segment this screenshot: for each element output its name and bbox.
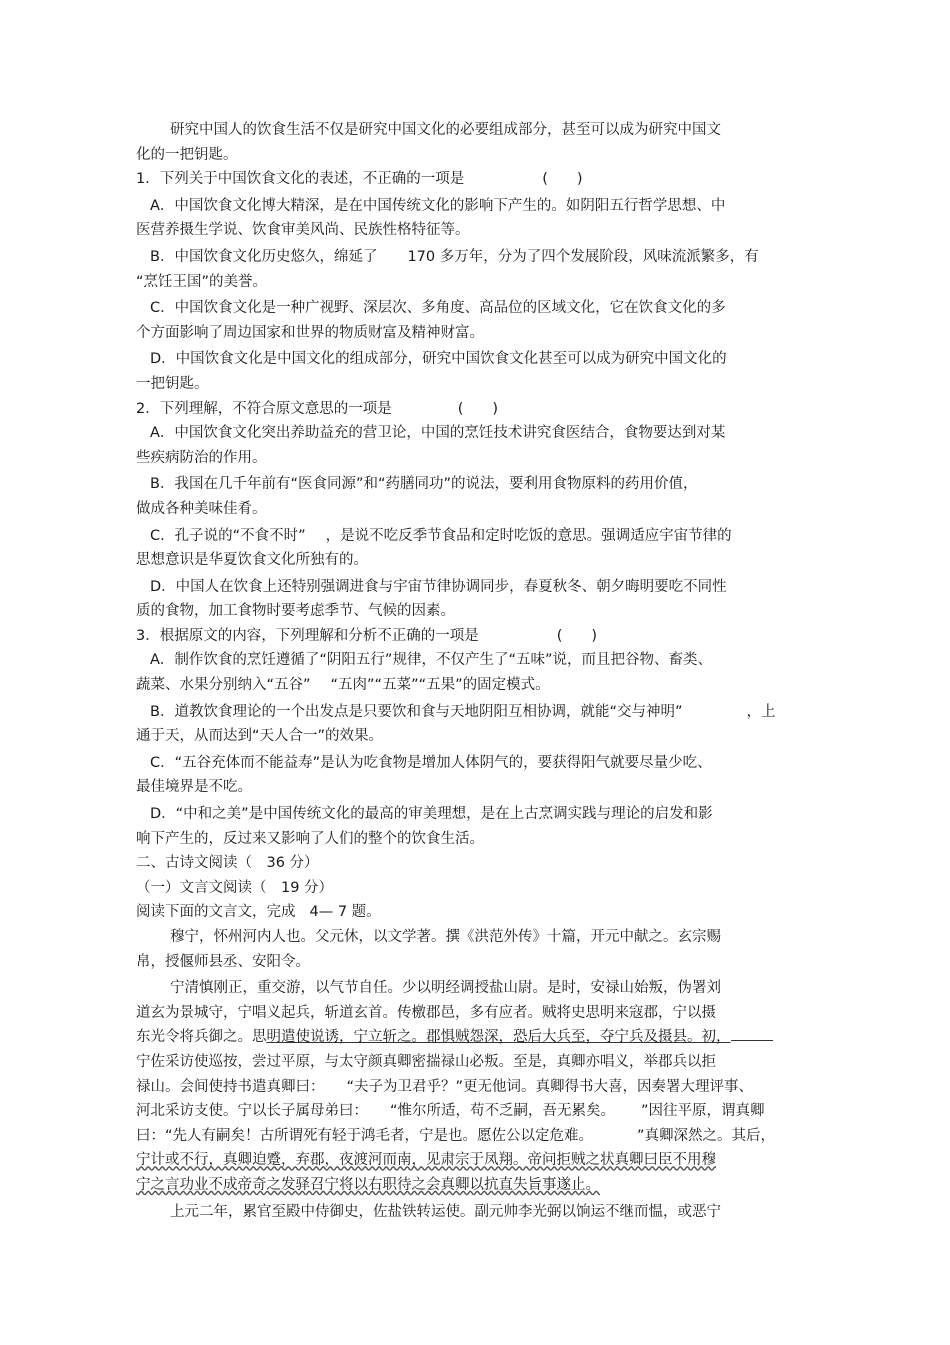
q1-option-a-line-2: 医营养摄生学说、饮食审美风尚、民族性格特征等。 (136, 222, 470, 239)
question-1-stem (136, 167, 816, 192)
q3-option-d-line-1: D．“中和之美”是中国传统文化的最高的审美理想，是在上古烹调实践与理论的启发和影 (150, 806, 713, 823)
q3-option-a-text-b: “五肉”“五菜”“五果”的固定模式。 (330, 677, 550, 694)
q1-option-c-line-2: 个方面影响了周边国家和世界的物质财富及精神财富。 (136, 324, 484, 341)
q1-option-b-text-a: B．中国饮食文化历史悠久，绵延了 (150, 248, 378, 265)
intro-line-1: 研究中国人的饮食生活不仅是研究中国文化的必要组成部分，甚至可以成为研究中国文 (170, 122, 721, 138)
q2-option-b-line-2: 做成各种美味佳肴。 (136, 500, 267, 517)
q2-option-c-text-b: ，是说不吃反季节食品和定时吃饭的意思。强调适应宇宙节律的 (325, 527, 732, 544)
q3-option-b-line-2: 通于天，从而达到“天人合一”的效果。 (136, 728, 384, 745)
question-2-text: 2．下列理解，不符合原文意思的一项是 (136, 400, 392, 417)
q2-option-d-line-2: 质的食物，加工食物时要考虑季节、气候的因素。 (136, 603, 455, 620)
q3-option-a-line-2 (136, 673, 816, 698)
passage-underlined-sentence: 明遣使说诱，宁立斩之。郡惧贼怨深，恐后大兵至，夺宁兵及摄县。初， (266, 1029, 731, 1046)
passage-p3-line-1: 上元二年，累官至殿中侍御史，佐盐铁转运使。副元帅李光弼以饷运不继而愠，或恶宁 (170, 1203, 721, 1220)
section-2-title: 二、古诗文阅读（ 36 分） (136, 855, 319, 872)
passage-p2-line-8 (136, 1148, 816, 1173)
q1-option-b-line-1 (136, 245, 816, 270)
q1-option-c-line-1: C．中国饮食文化是一种广视野、深层次、多角度、高品位的区域文化，它在饮食文化的多 (150, 300, 726, 317)
passage-p2-line-6 (136, 1099, 816, 1124)
passage-p2-line-7-b: ”真卿深然之。其后， (637, 1127, 776, 1144)
q3-option-b-text-a: B．道教饮食理论的一个出发点是只要饮和食与天地阴阳互相协调，就能“交与神明” (150, 703, 683, 720)
passage-p2-line-6-b: “惟尔所适，苟不乏嗣，吾无累矣。 (390, 1103, 616, 1120)
passage-p2-line-6-a: 河北采访支使。宁以长子属母弟曰： (136, 1103, 368, 1120)
q3-option-c-line-2: 最佳境界是不吃。 (136, 779, 252, 796)
q2-option-a-line-2: 些疾病防治的作用。 (136, 449, 267, 466)
question-1-answer-paren: ( ) (542, 171, 583, 188)
q3-option-c-line-1: C．“五谷充体而不能益寿”是认为吃食物是增加人体阴气的，要获得阳气就要尽量少吃、 (150, 754, 712, 771)
q2-option-c-line-2: 思想意识是华夏饮食文化所独有的。 (136, 552, 368, 569)
passage-p2-line-7-a: 曰：“先人有嗣矣！古所谓死有轻于鸿毛者，宁是也。愿佐公以定危难。 (136, 1127, 594, 1144)
q2-option-a-line-1: A．中国饮食文化突出养助益充的营卫论，中国的烹饪技术讲究食医结合，食物要达到对某 (150, 425, 726, 442)
q2-option-c-line-1 (136, 524, 816, 549)
passage-p2-line-4: 宁佐采访使巡按，尝过平原，与太守颜真卿密揣禄山必叛。至是，真卿亦唱义，举郡兵以拒 (136, 1053, 716, 1070)
passage-p2-line-5 (136, 1075, 816, 1100)
passage-p2-line-5-a: 禄山。会间使持书遣真卿曰： (136, 1078, 325, 1095)
q1-option-a-line-1: A．中国饮食文化博大精深，是在中国传统文化的影响下产生的。如阴阳五行哲学思想、中 (150, 197, 726, 214)
q3-option-a-line-1: A．制作饮食的烹饪遵循了“阴阳五行”规律，不仅产生了“五味”说，而且把谷物、畜类、 (150, 652, 712, 669)
document-body (136, 118, 816, 1224)
question-2-answer-paren: ( ) (457, 400, 499, 417)
q3-option-b-line-1 (136, 700, 816, 725)
question-3-text: 3．根据原文的内容，下列理解和分析不正确的一项是 (136, 627, 479, 644)
section-2-subtitle: （一）文言文阅读（ 19 分） (136, 879, 334, 896)
question-2-stem (136, 397, 816, 422)
q1-option-d-line-2: 一把钥匙。 (136, 375, 209, 392)
passage-p2-line-9 (136, 1173, 816, 1198)
passage-p1-line-2: 帛，授偃师县丞、安阳令。 (136, 953, 310, 970)
question-3-answer-paren: ( ) (556, 627, 598, 644)
question-3-stem (136, 624, 816, 649)
q1-option-b-text-b: 170 多万年，分为了四个发展阶段，风味流派繁多，有 (407, 248, 759, 265)
passage-p2-line-5-b: “夫子为卫君乎？”更无他词。真卿得书大喜，因奏署大理评事、 (346, 1078, 754, 1095)
section-2-instruction (136, 900, 816, 925)
q1-option-b-line-2: “烹饪王国”的美誉。 (136, 273, 268, 290)
instruction-text-a: 阅读下面的文言文，完成 (136, 904, 296, 921)
passage-p2-line-6-c: ”因往平原，谓真卿 (641, 1103, 765, 1120)
passage-p2-line-2: 道玄为景城守，宁唱义起兵，斩道玄首。传檄郡邑，多有应者。贼将史思明来寇郡，宁以摄 (136, 1004, 716, 1021)
q3-option-a-text-a: 蔬菜、水果分别纳入“五谷” (136, 677, 311, 694)
passage-p2-line-3 (136, 1025, 816, 1050)
question-1-text: 1．下列关于中国饮食文化的表述，不正确的一项是 (136, 171, 465, 188)
q2-option-c-text-a: C．孔子说的“不食不时” (150, 527, 306, 544)
q3-option-b-text-b: ，上 (746, 703, 776, 720)
q3-option-d-line-2: 响下产生的，反过来又影响了人们的整个的饮食生活。 (136, 830, 484, 847)
passage-p2-line-1: 宁清慎刚正，重交游，以气节自任。少以明经调授盐山尉。是时，安禄山始叛，伪署刘 (170, 980, 721, 997)
q2-option-b-line-1: B．我国在几千年前有“医食同源”和“药膳同功”的说法，要利用食物原料的药用价值， (150, 476, 698, 493)
intro-line-2: 化的一把钥匙。 (136, 146, 238, 163)
passage-p2-line-7 (136, 1124, 816, 1149)
passage-wavy-underlined-line-2: 宁之言功业不成帝奇之发驿召宁将以右职待之会真卿以抗直失旨事遂止。 (136, 1176, 600, 1193)
instruction-text-b: 4— 7 题。 (309, 904, 381, 921)
q1-option-d-line-1: D．中国饮食文化是中国文化的组成部分，研究中国饮食文化甚至可以成为研究中国文化的 (150, 351, 727, 368)
passage-p1-line-1: 穆宁，怀州河内人也。父元休，以文学著。撰《洪范外传》十篇，开元中献之。玄宗赐 (170, 929, 721, 945)
passage-wavy-underlined-line-1: 宁计或不行，真卿迫蹙，弃郡，夜渡河而南，见肃宗于凤翔。帝问拒贼之状真卿曰臣不用穆 (136, 1152, 716, 1169)
q2-option-d-line-1: D．中国人在饮食上还特别强调进食与宇宙节律协调同步，春夏秋冬、朝夕晦明要吃不同性 (150, 578, 727, 595)
passage-p2-line-3-a: 东光令将兵御之。思 (136, 1029, 267, 1046)
